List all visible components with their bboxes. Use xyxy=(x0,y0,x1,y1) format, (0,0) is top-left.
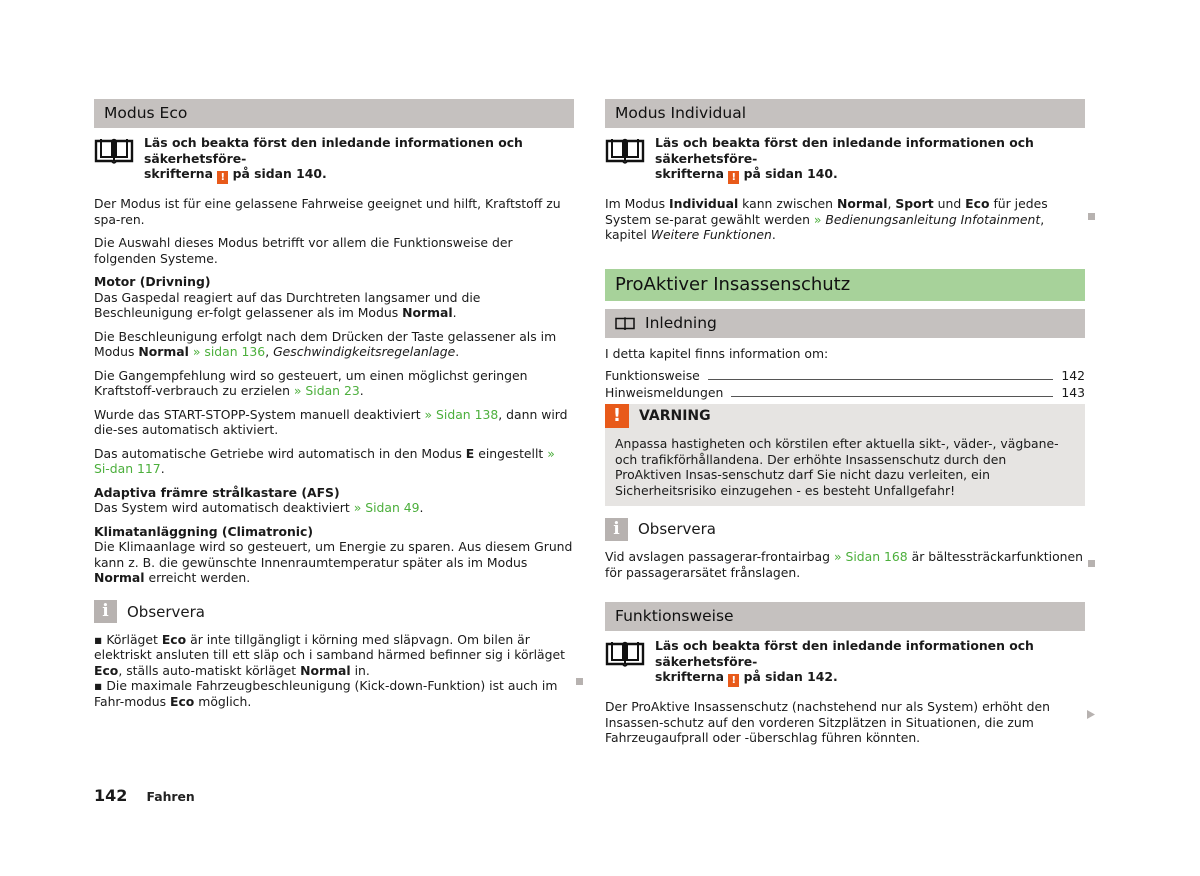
note-title: Observera xyxy=(127,602,206,621)
page-footer xyxy=(94,786,195,805)
warning-header xyxy=(605,404,1085,428)
paragraph: Die Auswahl dieses Modus betrifft vor allem die Funktionsweise der folgenden Systeme. xyxy=(94,235,513,266)
paragraph: Die Beschleunigung erfolgt nach dem Drücken der Taste gelassener als im Modus Normal » sidan 136, Geschwindigkeitsregelanlage. xyxy=(94,328,557,359)
intro-text: Läs och beakta först den inledande informationen och säkerhetsföre- xyxy=(655,638,1034,669)
info-icon: i xyxy=(94,600,117,623)
continue-arrow-icon xyxy=(1087,710,1095,719)
toc-entry[interactable]: Hinweismeldungen 143 xyxy=(605,385,1085,400)
toc-entry[interactable]: Funktionsweise 142 xyxy=(605,368,1085,383)
intro-text: Läs och beakta först den inledande informationen och säkerhetsföre- xyxy=(655,135,1034,166)
intro-note: Läs och beakta först den inledande informationen och säkerhetsföre- skrifterna ! på sidan 142. xyxy=(605,638,1085,687)
open-book-icon xyxy=(94,137,134,165)
warning-icon: ! xyxy=(728,674,739,687)
note-item: ▪ Die maximale Fahrzeugbeschleunigung (Kick-down-Funktion) ist auch im Fahr-modus Eco möglich. xyxy=(94,678,558,709)
note-header xyxy=(605,517,1085,541)
paragraph: Im Modus Individual kann zwischen Normal, Sport und Eco für jedes System se-parat gewählt werden » Bedienungsanleitung Infotainment, kapitel Weitere Funktionen. xyxy=(605,196,1048,242)
toc-intro: I detta kapitel finns information om: xyxy=(605,345,829,361)
page-link[interactable]: » Sidan 138 xyxy=(424,406,499,422)
section-heading-modus-individual: Modus Individual xyxy=(605,99,1085,128)
warning-icon: ! xyxy=(605,404,629,428)
section-end-marker xyxy=(576,678,583,685)
intro-note: Läs och beakta först den inledande informationen och säkerhetsföre- skrifterna ! på sidan 140. xyxy=(94,135,574,184)
info-icon: i xyxy=(605,518,628,541)
motor-block: Motor (Drivning) Das Gaspedal reagiert auf das Durchtreten langsamer und die Beschleunigung er-folgt gelassener als im Modus Normal. xyxy=(94,274,574,321)
intro-text: Läs och beakta först den inledande informationen och säkerhetsföre- xyxy=(144,135,523,166)
warning-title: VARNING xyxy=(639,408,711,424)
section-end-marker xyxy=(1088,560,1095,567)
open-book-icon xyxy=(605,137,645,165)
warning-icon: ! xyxy=(217,171,228,184)
open-book-icon xyxy=(605,640,645,668)
paragraph: Die Gangempfehlung wird so gesteuert, um einen möglichst geringen Kraftstoff-verbrauch zu erzielen » Sidan 23. xyxy=(94,367,528,398)
page-link[interactable]: » xyxy=(813,211,822,227)
note-title: Observera xyxy=(638,520,717,538)
warning-icon: ! xyxy=(728,171,739,184)
chapter-name: Fahren xyxy=(146,789,195,804)
chapter-heading: ProAktiver Insassenschutz xyxy=(605,269,1085,301)
subsection-heading-inledning: Inledning xyxy=(605,309,1085,338)
paragraph: Der ProAktive Insassenschutz (nachstehend nur als System) erhöht den Insassen-schutz auf den vorderen Sitzplätzen in Situationen, die zum Fahrzeugaufprall oder -überschlag führen könnten. xyxy=(605,699,1051,745)
page-number: 142 xyxy=(94,786,128,805)
left-column xyxy=(94,99,574,709)
note-header xyxy=(94,600,574,624)
page-link[interactable]: » Sidan 23 xyxy=(293,383,360,398)
intro-note: Läs och beakta först den inledande informationen och säkerhetsföre- skrifterna ! på sidan 140. xyxy=(605,135,1085,184)
note-text: Vid avslagen passagerar-frontairbag » Sidan 168 är bältessträckarfunktionen för passagerarsätet frånslagen. xyxy=(605,549,1083,580)
subheading-afs: Adaptiva främre strålkastare (AFS) xyxy=(94,484,340,500)
open-book-icon xyxy=(615,316,635,331)
section-heading-modus-eco: Modus Eco xyxy=(94,99,574,128)
note-item: ▪ Körläget Eco är inte tillgängligt i körning med släpvagn. Om bilen är elektriskt ansluten till ett släp och i samband härmed befinner sig i körläget Eco, ställs auto-matiskt körläget Normal in. xyxy=(94,631,566,678)
paragraph: Der Modus ist für eine gelassene Fahrweise geeignet und hilft, Kraftstoff zu spa-ren. xyxy=(94,196,561,227)
page-link[interactable]: » Si-dan 117 xyxy=(94,445,555,476)
section-heading-funktionsweise: Funktionsweise xyxy=(605,602,1085,631)
paragraph: Das automatische Getriebe wird automatisch in den Modus E eingestellt » Si-dan 117. xyxy=(94,445,555,476)
subheading-climate: Klimatanläggning (Climatronic) xyxy=(94,523,314,539)
warning-text: Anpassa hastigheten och körstilen efter aktuella sikt-, väder-, vägbane- och trafikförhållandena. Der erhöhte Insassenschutz durch den ProAktiven Insas-senschutz darf Sie nicht dazu verleiten, ein Sicherheitsrisiko einzugehen - es besteht Unfallgefahr! xyxy=(615,436,1059,498)
section-end-marker xyxy=(1088,213,1095,220)
subheading-motor: Motor (Drivning) xyxy=(94,274,211,289)
climate-block: Klimatanläggning (Climatronic) Die Klimaanlage wird so gesteuert, um Energie zu sparen. Aus diesem Grund kann z. B. die gewünschte Innenraumtemperatur später als im Modus Normal erreicht werden. xyxy=(94,523,573,585)
page-link[interactable]: » sidan 136 xyxy=(192,344,266,359)
page-link[interactable]: » Sidan 49 xyxy=(353,500,420,515)
afs-block: Adaptiva främre strålkastare (AFS) Das System wird automatisch deaktiviert » Sidan 49. xyxy=(94,485,574,516)
paragraph: Wurde das START-STOPP-System manuell deaktiviert » Sidan 138, dann wird die-ses automatisch aktiviert. xyxy=(94,406,568,437)
right-column xyxy=(605,99,1085,746)
page-link[interactable]: » Sidan 168 xyxy=(833,549,908,564)
warning-box xyxy=(605,404,1085,506)
